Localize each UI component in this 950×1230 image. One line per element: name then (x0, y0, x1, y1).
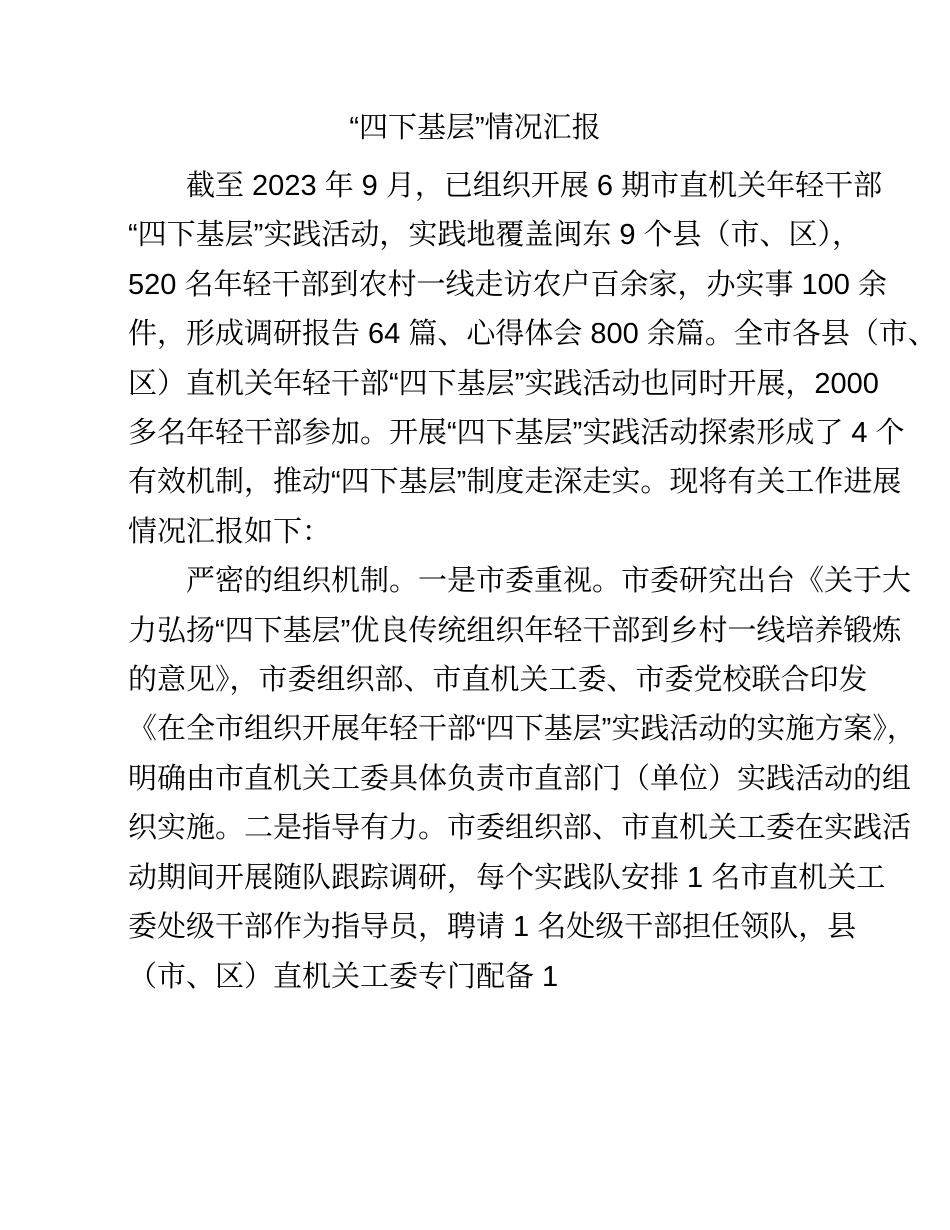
text-line: 情况汇报如下： (128, 515, 332, 548)
text-line: 力弘扬“四下基层”优良传统组织年轻干部到乡村一线培养锻炼 (128, 614, 902, 647)
text-line: 多名年轻干部参加。开展“四下基层”实践活动探索形成了 4 个 (128, 417, 905, 450)
text-line: 件，形成调研报告 64 篇、心得体会 800 余篇。全市各县（市、 (128, 318, 937, 351)
text-line: 520 名年轻干部到农村一线走访农户百余家，办实事 100 余 (128, 268, 887, 301)
text-line: 严密的组织机制。一是市委重视。市委研究出台《关于大 (186, 565, 912, 598)
text-line: （市、区）直机关工委专门配备 1 (128, 960, 559, 993)
text-line: 有效机制，推动“四下基层”制度走深走实。现将有关工作进展 (128, 466, 902, 499)
text-line: 截至 2023 年 9 月，已组织开展 6 期市直机关年轻干部 (186, 170, 883, 202)
text-line: 织实施。二是指导有力。市委组织部、市直机关工委在实践活 (128, 812, 912, 845)
text-line: 的意见》，市委组织部、市直机关工委、市委党校联合印发 (128, 664, 868, 697)
text-line: 明确由市直机关工委具体负责市直部门（单位）实践活动的组 (128, 762, 912, 795)
text-line: 委处级干部作为指导员，聘请 1 名处级干部担任领队，县 (128, 911, 857, 944)
document-body (128, 162, 937, 1002)
document-title: “四下基层”情况汇报 (349, 112, 601, 144)
text-line: 动期间开展随队跟踪调研，每个实践队安排 1 名市直机关工 (128, 861, 886, 894)
text-line: 区）直机关年轻干部“四下基层”实践活动也同时开展，2000 (128, 367, 879, 400)
text-line: “四下基层”实践活动，实践地覆盖闽东 9 个县（市、区）， (128, 219, 862, 252)
text-line: 《在全市组织开展年轻干部“四下基层”实践活动的实施方案》， (128, 713, 916, 746)
